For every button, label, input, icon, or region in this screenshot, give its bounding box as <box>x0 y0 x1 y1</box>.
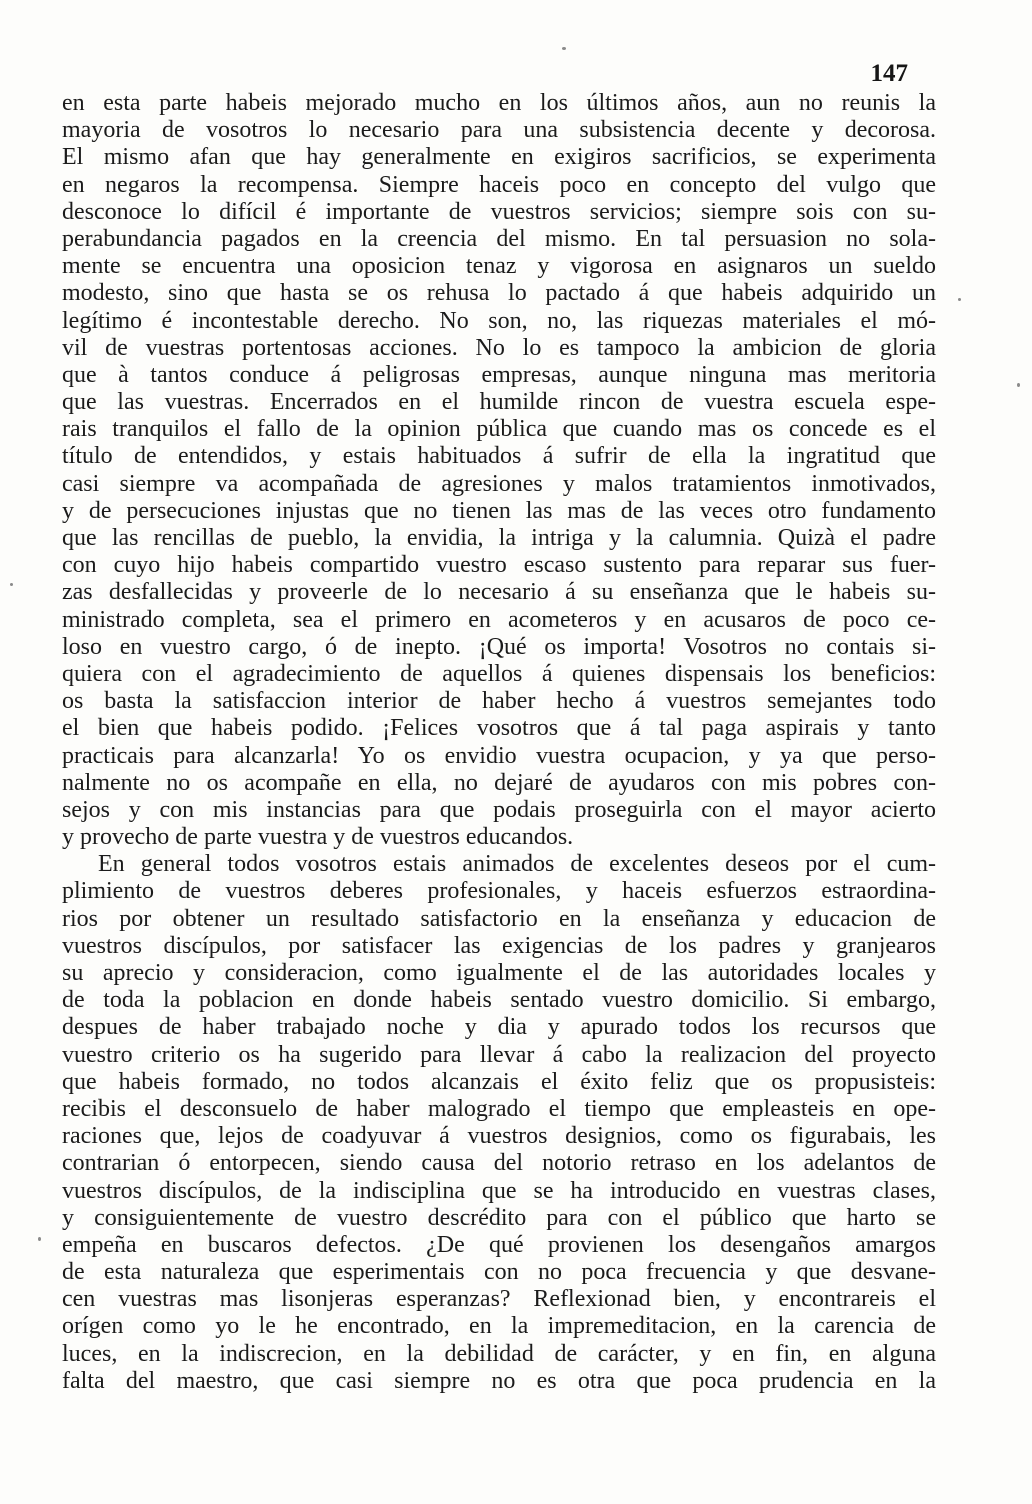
text-line: vil de vuestras portentosas acciones. No lo es tampoco la ambicion de gloria <box>62 334 936 361</box>
text-line: zas desfallecidas y proveerle de lo necesario á su enseñanza que le habeis su- <box>62 579 936 606</box>
text-line: que habeis formado, no todos alcanzais el éxito feliz que os propusisteis: <box>62 1068 936 1095</box>
text-line: perabundancia pagados en la creencia del mismo. En tal persuasion no sola- <box>62 225 936 252</box>
text-line: modesto, sino que hasta se os rehusa lo pactado á que habeis adquirido un <box>62 280 936 307</box>
text-line: legítimo é incontestable derecho. No son, no, las riquezas materiales el mó- <box>62 307 936 334</box>
text-line: cen vuestras mas lisonjeras esperanzas? Reflexionad bien, y encontrareis el <box>62 1286 936 1313</box>
text-line: que las vuestras. Encerrados en el humilde rincon de vuestra escuela espe- <box>62 389 936 416</box>
scan-speck <box>38 1237 41 1241</box>
text-line: os basta la satisfaccion interior de haber hecho á vuestros semejantes todo <box>62 688 936 715</box>
text-line: vuestros discípulos, por satisfacer las exigencias de los padres y granjearos <box>62 932 936 959</box>
text-line: vuestros discípulos, de la indisciplina que se ha introducido en vuestras clases, <box>62 1177 936 1204</box>
paragraph-1 <box>62 90 936 851</box>
text-line: de esta naturaleza que esperimentais con no poca frecuencia y que desvane- <box>62 1259 936 1286</box>
text-line: luces, en la indiscrecion, en la debilidad de carácter, y en fin, en alguna <box>62 1340 936 1367</box>
text-line: en negaros la recompensa. Siempre haceis poco en concepto del vulgo que <box>62 171 936 198</box>
text-line: de toda la poblacion en donde habeis sentado vuestro domicilio. Si embargo, <box>62 987 936 1014</box>
text-line: sejos y con mis instancias para que podais proseguirla con el mayor acierto <box>62 796 936 823</box>
scan-speck <box>958 298 961 301</box>
text-line: El mismo afan que hay generalmente en exigiros sacrificios, se experimenta <box>62 144 936 171</box>
text-line: orígen como yo le he encontrado, en la impremeditacion, en la carencia de <box>62 1313 936 1340</box>
text-line: quiera con el agradecimiento de aquellos á quienes dispensais los beneficios: <box>62 660 936 687</box>
text-line: empeña en buscaros defectos. ¿De qué provienen los desengaños amargos <box>62 1231 936 1258</box>
scan-speck <box>562 47 566 50</box>
text-line: su aprecio y consideracion, como igualmente el de las autoridades locales y <box>62 960 936 986</box>
text-line: en esta parte habeis mejorado mucho en los últimos años, aun no reunis la <box>62 90 936 116</box>
text-line: rios por obtener un resultado satisfactorio en la enseñanza y educacion de <box>62 905 936 932</box>
text-line: casi siempre va acompañada de agresiones y malos tratamientos inmotivados, <box>62 470 936 497</box>
scan-speck <box>10 583 13 586</box>
text-line: recibis el desconsuelo de haber malogrado el tiempo que empleasteis en ope- <box>62 1095 936 1122</box>
text-line: falta del maestro, que casi siempre no es otra que poca prudencia en la <box>62 1367 936 1394</box>
text-line: En general todos vosotros estais animados de excelentes deseos por el cum- <box>98 851 936 878</box>
text-line: y provecho de parte vuestra y de vuestros educandos. <box>62 824 574 851</box>
text-line: título de entendidos, y estais habituados á sufrir de ella la ingratitud que <box>62 443 936 470</box>
body-text <box>62 90 936 1395</box>
text-line: raciones que, lejos de coadyuvar á vuestros designios, como os figurabais, les <box>62 1123 936 1150</box>
text-line: y de persecuciones injustas que no tienen las mas de las veces otro fundamento <box>62 497 936 524</box>
text-line: despues de haber trabajado noche y dia y apurado todos los recursos que <box>62 1014 936 1041</box>
text-line: nalmente no os acompañe en ella, no dejaré de ayudaros con mis pobres con- <box>62 769 936 796</box>
text-line: practicais para alcanzarla! Yo os envidio vuestra ocupacion, y ya que perso- <box>62 742 936 769</box>
paragraph-2 <box>62 851 936 1395</box>
text-line: loso en vuestro cargo, ó de inepto. ¡Qué os importa! Vosotros no contais si- <box>62 633 936 660</box>
page-number: 147 <box>870 60 908 87</box>
text-line: que à tantos conduce á peligrosas empresas, aunque ninguna mas meritoria <box>62 361 936 388</box>
text-line: ministrado completa, sea el primero en acometeros y en acusaros de poco ce- <box>62 606 936 633</box>
text-line: mente se encuentra una oposicion tenaz y vigorosa en asignaros un sueldo <box>62 253 936 280</box>
text-line: con cuyo hijo habeis compartido vuestro escaso sustento para reparar sus fuer- <box>62 552 936 579</box>
text-line: desconoce lo difícil é importante de vuestros servicios; siempre sois con su- <box>62 198 936 225</box>
scan-speck <box>1017 383 1020 387</box>
text-line: contrarian ó entorpecen, siendo causa del notorio retraso en los adelantos de <box>62 1150 936 1177</box>
text-line: el bien que habeis podido. ¡Felices vosotros que á tal paga aspirais y tanto <box>62 715 936 742</box>
text-line: vuestro criterio os ha sugerido para llevar á cabo la realizacion del proyecto <box>62 1041 936 1068</box>
text-line: rais tranquilos el fallo de la opinion pública que cuando mas os concede es el <box>62 416 936 443</box>
text-line: plimiento de vuestros deberes profesionales, y haceis esfuerzos estraordina- <box>62 878 936 905</box>
text-line: y consiguientemente de vuestro descrédito para con el público que harto se <box>62 1204 936 1231</box>
text-line: mayoria de vosotros lo necesario para una subsistencia decente y decorosa. <box>62 117 936 144</box>
text-line: que las rencillas de pueblo, la envidia, la intriga y la calumnia. Quizà el padre <box>62 525 936 551</box>
